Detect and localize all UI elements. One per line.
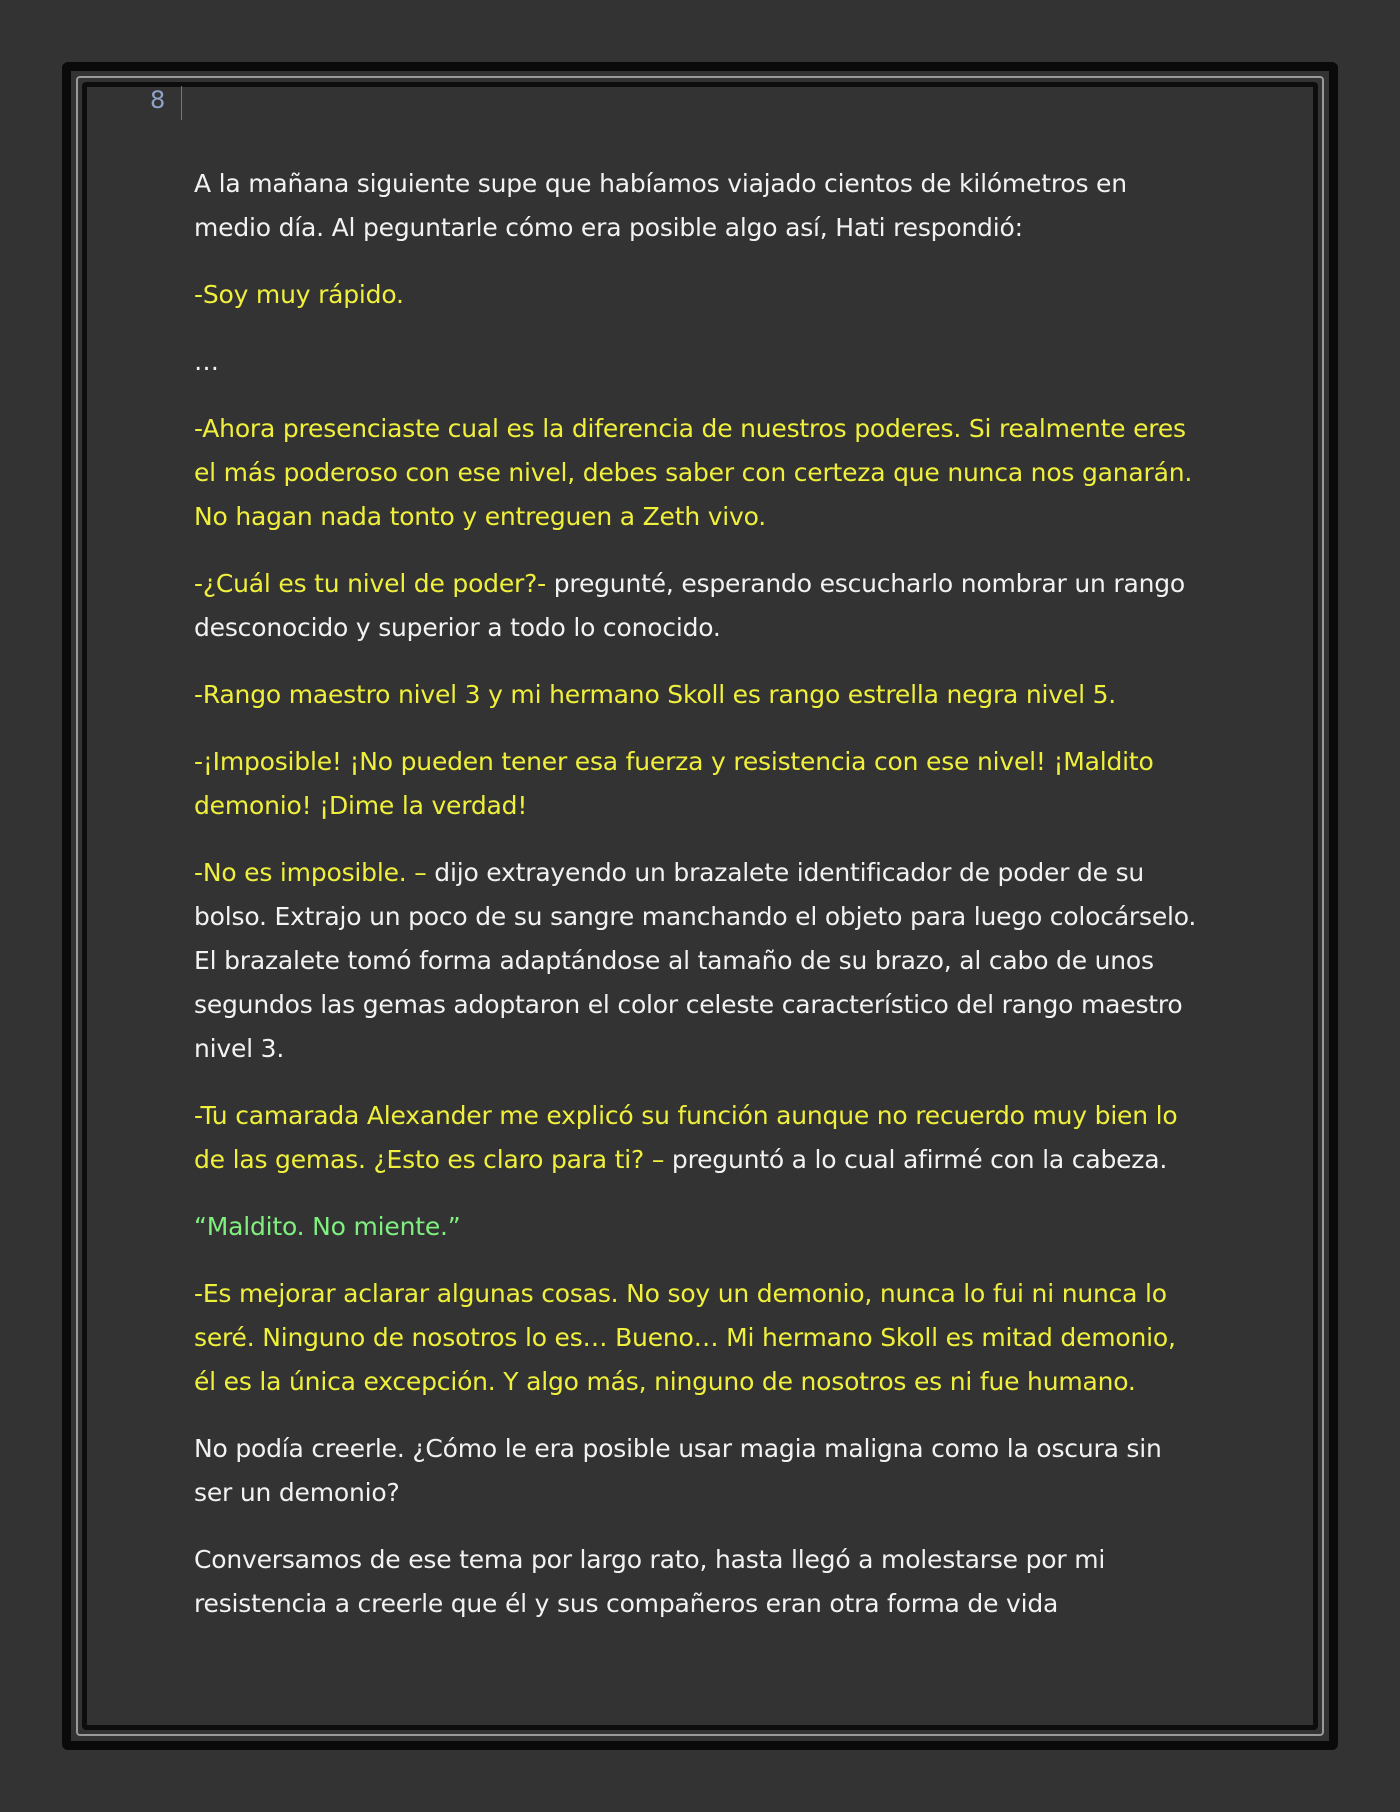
narration-text: pregunté, esperando escucharlo nombrar un rango desconocido y superior a todo lo conocido.	[194, 569, 1185, 642]
page-number-divider	[181, 86, 182, 120]
paragraph	[194, 1538, 1204, 1626]
narration-text: No podía creerle. ¿Cómo le era posible usar magia maligna como la oscura sin ser un demonio?	[194, 1434, 1162, 1507]
page-number: 8	[150, 86, 166, 114]
dialogue-text: -Rango maestro nivel 3 y mi hermano Skoll es rango estrella negra nivel 5.	[194, 680, 1117, 709]
paragraph	[194, 1272, 1204, 1404]
narration-text: dijo extrayendo un brazalete identificador de poder de su bolso. Extrajo un poco de su sangre manchando el objeto para luego colocárselo. El brazalete tomó forma adaptándose al tamaño de su brazo, al cabo de unos segundos las gemas adoptaron el color celeste característico del rango maestro nivel 3.	[194, 858, 1197, 1063]
paragraph	[194, 1094, 1204, 1182]
paragraph	[194, 851, 1204, 1071]
narration-text: Conversamos de ese tema por largo rato, hasta llegó a molestarse por mi resistencia a creerle que él y sus compañeros eran otra forma de vida	[194, 1545, 1106, 1618]
narration-text: A la mañana siguiente supe que habíamos viajado cientos de kilómetros en medio día. Al peguntarle cómo era posible algo así, Hati respondió:	[194, 169, 1127, 242]
narration-text: preguntó a lo cual afirmé con la cabeza.	[664, 1145, 1168, 1174]
paragraph	[194, 740, 1204, 828]
paragraph	[194, 1427, 1204, 1515]
dialogue-text: -¡Imposible! ¡No pueden tener esa fuerza y resistencia con ese nivel! ¡Maldito demonio! ¡Dime la verdad!	[194, 747, 1154, 820]
dialogue-text: -Ahora presenciaste cual es la diferencia de nuestros poderes. Si realmente eres el más poderoso con ese nivel, debes saber con certeza que nunca nos ganarán. No hagan nada tonto y entreguen a Zeth vivo.	[194, 414, 1193, 531]
narration-text: …	[194, 347, 219, 376]
dialogue-text: -Es mejorar aclarar algunas cosas. No soy un demonio, nunca lo fui ni nunca lo seré. Ninguno de nosotros lo es… Bueno… Mi hermano Skoll es mitad demonio, él es la única excepción. Y algo más, ninguno de nosotros es ni fue humano.	[194, 1279, 1176, 1396]
paragraph	[194, 407, 1204, 539]
paragraph	[194, 273, 1204, 317]
dialogue-text: -Soy muy rápido.	[194, 280, 404, 309]
dialogue-text: -¿Cuál es tu nivel de poder?-	[194, 569, 546, 598]
body-text	[194, 162, 1204, 1649]
paragraph	[194, 340, 1204, 384]
paragraph	[194, 562, 1204, 650]
paragraph	[194, 162, 1204, 250]
dialogue-text: -Tu camarada Alexander me explicó su función aunque no recuerdo muy bien lo de las gemas. ¿Esto es claro para ti? –	[194, 1101, 1178, 1174]
paragraph	[194, 1205, 1204, 1249]
thought-text: “Maldito. No miente.”	[194, 1212, 461, 1241]
dialogue-text: -No es imposible. –	[194, 858, 427, 887]
paragraph	[194, 673, 1204, 717]
